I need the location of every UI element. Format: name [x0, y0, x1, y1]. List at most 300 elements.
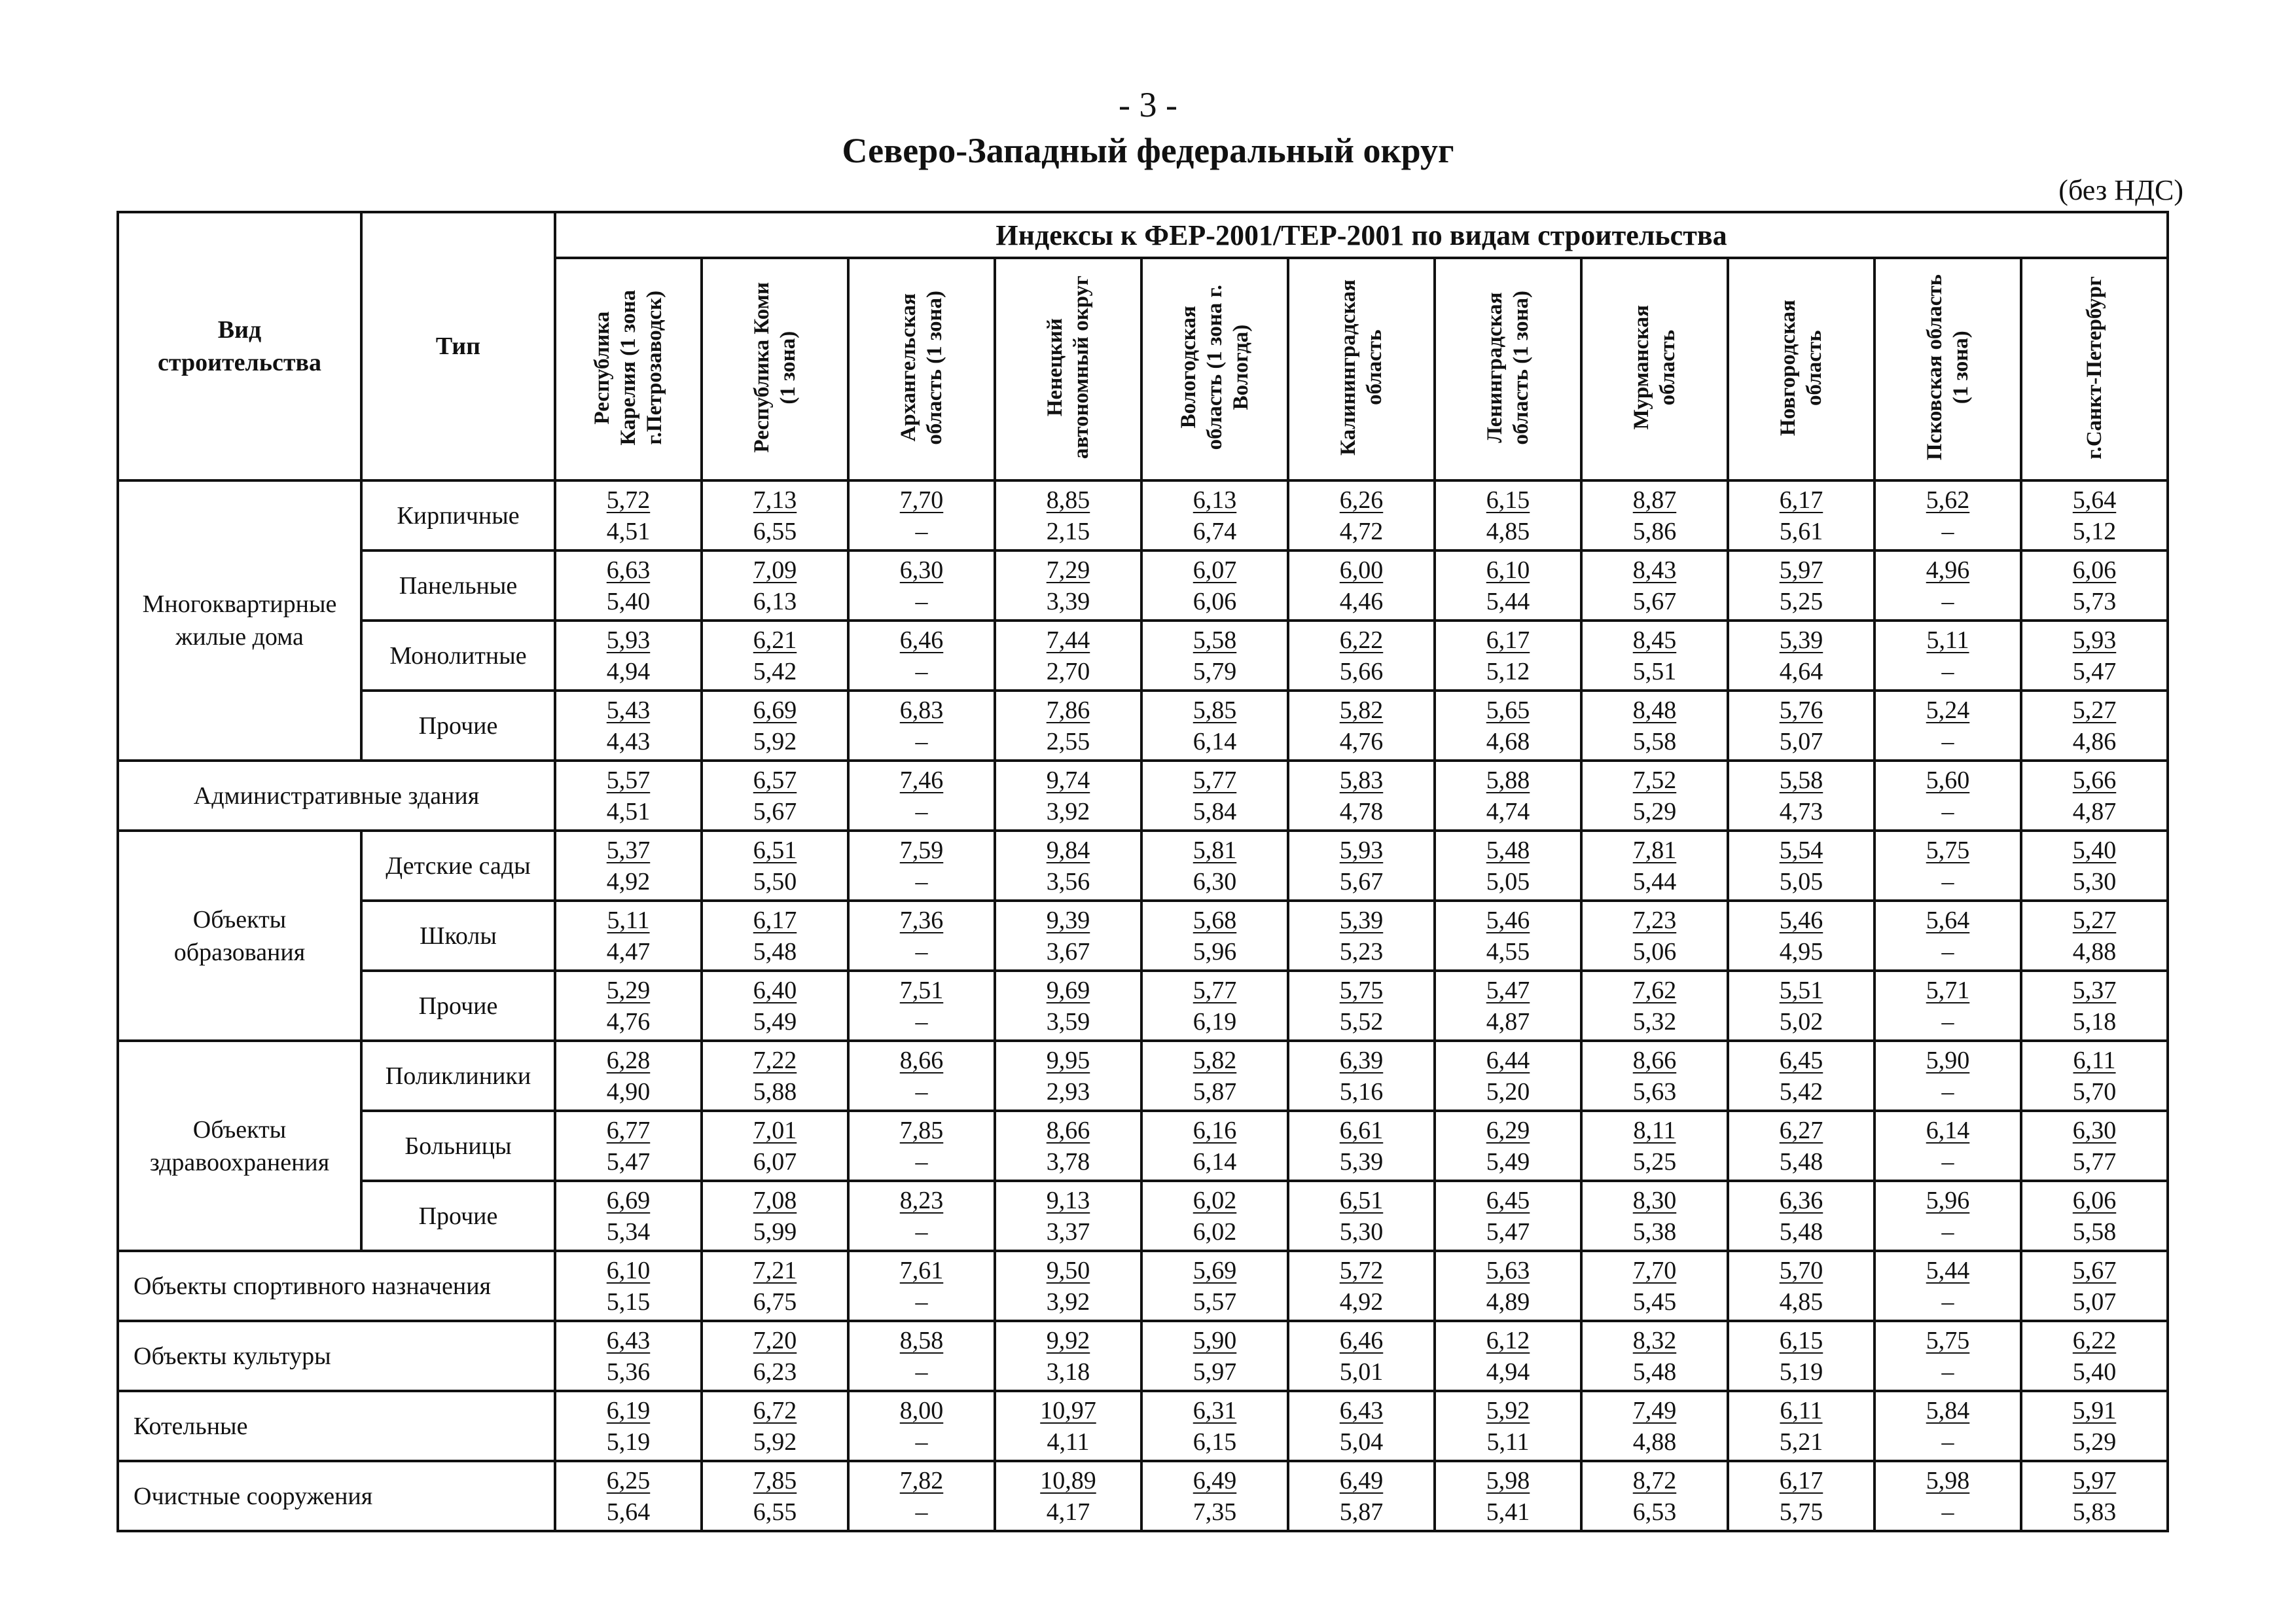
- index-value-top: 9,84: [1046, 836, 1090, 864]
- table-row: [118, 1111, 2168, 1181]
- index-value-bottom: –: [915, 1358, 928, 1386]
- table-row: [118, 621, 2168, 691]
- index-cell: [848, 1321, 995, 1391]
- index-value-top: 7,86: [1046, 696, 1090, 724]
- type-cell: Прочие: [361, 971, 555, 1041]
- index-value-bottom: 4,88: [2072, 937, 2117, 965]
- index-value-top: 5,98: [1486, 1466, 1530, 1494]
- index-value-top: 6,43: [1339, 1396, 1384, 1424]
- index-value-top: 5,46: [1486, 906, 1530, 934]
- index-value-top: 6,30: [899, 556, 944, 584]
- index-value-bottom: 2,15: [1046, 517, 1090, 545]
- index-cell: [555, 1391, 702, 1461]
- index-value-bottom: 6,19: [1193, 1007, 1237, 1036]
- index-cell: [848, 1111, 995, 1181]
- index-value-top: 5,37: [606, 836, 651, 864]
- index-value-top: 5,27: [2072, 696, 2117, 724]
- index-value-top: 6,26: [1339, 486, 1384, 514]
- index-value-top: 6,49: [1339, 1466, 1384, 1494]
- index-cell: [555, 1111, 702, 1181]
- index-value-top: 5,75: [1926, 1326, 1970, 1354]
- index-cell: [1581, 831, 1728, 901]
- index-cell: [555, 1321, 702, 1391]
- index-value-top: 6,12: [1486, 1326, 1530, 1354]
- index-value-top: 5,63: [1486, 1256, 1530, 1284]
- index-value-bottom: 4,89: [1486, 1288, 1530, 1316]
- index-cell: [1874, 1321, 2021, 1391]
- index-cell: [1581, 1041, 1728, 1111]
- index-value-bottom: 6,75: [753, 1288, 797, 1316]
- index-cell: [995, 831, 1141, 901]
- index-value-bottom: 5,70: [2072, 1077, 2117, 1106]
- index-value-bottom: –: [1941, 727, 1954, 755]
- index-value-bottom: 3,78: [1046, 1147, 1090, 1176]
- type-cell: Кирпичные: [361, 480, 555, 550]
- index-cell: [1435, 1041, 1581, 1111]
- index-value-bottom: 3,56: [1046, 867, 1090, 895]
- index-value-bottom: 6,55: [753, 1498, 797, 1526]
- index-value-bottom: 4,92: [1339, 1288, 1384, 1316]
- index-cell: [1141, 1321, 1288, 1391]
- index-cell: [848, 1251, 995, 1321]
- region-label: Ненецкий автономный округ: [1043, 276, 1093, 460]
- index-value-top: 6,63: [606, 556, 651, 584]
- vat-note: (без НДС): [2058, 174, 2183, 206]
- index-value-bottom: 5,77: [2072, 1147, 2117, 1176]
- index-value-bottom: –: [915, 727, 928, 755]
- index-value-top: 5,90: [1193, 1326, 1237, 1354]
- index-value-top: 6,46: [899, 626, 944, 654]
- index-value-top: 5,39: [1779, 626, 1823, 654]
- index-value-top: 7,85: [753, 1466, 797, 1494]
- index-cell: [1141, 1251, 1288, 1321]
- index-value-top: 8,11: [1633, 1116, 1676, 1144]
- index-cell: [2021, 691, 2168, 761]
- index-value-bottom: 5,52: [1339, 1007, 1384, 1036]
- region-label: Вологодская область (1 зона г. Вологда): [1177, 285, 1253, 450]
- index-value-top: 5,51: [1779, 976, 1823, 1004]
- index-value-bottom: 3,67: [1046, 937, 1090, 965]
- index-value-bottom: –: [1941, 1288, 1954, 1316]
- index-cell: [995, 1041, 1141, 1111]
- index-value-top: 6,00: [1339, 556, 1384, 584]
- index-value-bottom: 4,46: [1339, 587, 1384, 615]
- index-value-top: 8,30: [1632, 1186, 1677, 1214]
- index-value-bottom: 5,75: [1779, 1498, 1823, 1526]
- index-value-bottom: 5,58: [2072, 1218, 2117, 1246]
- index-value-top: 9,92: [1046, 1326, 1090, 1354]
- index-value-top: 6,51: [1339, 1186, 1384, 1214]
- index-value-bottom: –: [915, 1288, 928, 1316]
- index-cell: [848, 761, 995, 831]
- index-value-top: 7,85: [899, 1116, 944, 1144]
- index-value-bottom: 5,84: [1193, 797, 1237, 825]
- index-cell: [555, 1041, 702, 1111]
- index-value-top: 7,82: [899, 1466, 944, 1494]
- index-value-top: 7,21: [753, 1256, 797, 1284]
- index-cell: [1728, 1461, 1874, 1531]
- index-value-bottom: 5,44: [1486, 587, 1530, 615]
- index-value-bottom: 5,92: [753, 727, 797, 755]
- index-cell: [1141, 971, 1288, 1041]
- index-cell: [1288, 550, 1435, 621]
- index-cell: [555, 621, 702, 691]
- index-cell: [1728, 1181, 1874, 1251]
- index-cell: [1141, 761, 1288, 831]
- index-cell: [1874, 1391, 2021, 1461]
- index-value-top: 5,85: [1193, 696, 1237, 724]
- index-value-top: 5,72: [1339, 1256, 1384, 1284]
- index-value-top: 5,65: [1486, 696, 1530, 724]
- table-row: [118, 480, 2168, 550]
- index-cell: [848, 1391, 995, 1461]
- index-value-bottom: 5,48: [1779, 1147, 1823, 1176]
- index-cell: [1141, 1461, 1288, 1531]
- index-value-top: 6,07: [1193, 556, 1237, 584]
- index-value-bottom: 4,47: [606, 937, 651, 965]
- index-value-top: 5,39: [1339, 906, 1384, 934]
- region-label: Архангельская область (1 зона): [897, 290, 946, 445]
- index-value-bottom: 5,47: [2072, 657, 2117, 685]
- index-value-top: 5,62: [1926, 486, 1970, 514]
- index-cell: [1728, 480, 1874, 550]
- index-value-top: 5,75: [1926, 836, 1970, 864]
- index-cell: [2021, 1041, 2168, 1111]
- index-cell: [1435, 480, 1581, 550]
- index-value-bottom: 5,63: [1632, 1077, 1677, 1106]
- index-cell: [1728, 550, 1874, 621]
- index-cell: [1435, 1111, 1581, 1181]
- index-cell: [555, 971, 702, 1041]
- index-value-bottom: 4,51: [606, 797, 651, 825]
- index-value-bottom: 5,25: [1779, 587, 1823, 615]
- index-value-top: 7,29: [1046, 556, 1090, 584]
- index-value-bottom: 5,49: [1486, 1147, 1530, 1176]
- index-cell: [1288, 1461, 1435, 1531]
- index-value-bottom: 4,88: [1632, 1428, 1677, 1456]
- index-cell: [555, 480, 702, 550]
- index-value-bottom: –: [915, 1428, 928, 1456]
- index-cell: [555, 1181, 702, 1251]
- header-region: [555, 258, 702, 480]
- index-value-bottom: 5,40: [606, 587, 651, 615]
- index-cell: [1435, 971, 1581, 1041]
- index-value-bottom: 6,23: [753, 1358, 797, 1386]
- index-value-top: 5,24: [1926, 696, 1970, 724]
- index-cell: [1288, 691, 1435, 761]
- index-value-bottom: 5,32: [1632, 1007, 1677, 1036]
- index-cell: [702, 1111, 848, 1181]
- index-value-top: 7,59: [899, 836, 944, 864]
- index-cell: [702, 1251, 848, 1321]
- index-value-bottom: 5,83: [2072, 1498, 2117, 1526]
- index-value-top: 6,69: [606, 1186, 651, 1214]
- index-value-bottom: 4,87: [2072, 797, 2117, 825]
- index-value-top: 5,88: [1486, 766, 1530, 794]
- index-cell: [1728, 1251, 1874, 1321]
- index-value-top: 6,15: [1486, 486, 1530, 514]
- index-value-top: 5,91: [2072, 1396, 2117, 1424]
- index-value-top: 5,71: [1926, 976, 1970, 1004]
- index-value-top: 6,49: [1193, 1466, 1237, 1494]
- index-cell: [1141, 831, 1288, 901]
- index-cell: [1874, 1181, 2021, 1251]
- index-cell: [702, 550, 848, 621]
- index-value-top: 5,82: [1339, 696, 1384, 724]
- index-cell: [995, 621, 1141, 691]
- index-value-top: 6,17: [1779, 1466, 1823, 1494]
- index-value-top: 5,27: [2072, 906, 2117, 934]
- page-number: - 3 -: [1119, 85, 1177, 124]
- index-value-bottom: 5,67: [1632, 587, 1677, 615]
- index-table: [117, 211, 2169, 1532]
- index-value-top: 5,83: [1339, 766, 1384, 794]
- index-cell: [2021, 1181, 2168, 1251]
- index-cell: [1728, 1321, 1874, 1391]
- header-region: [1141, 258, 1288, 480]
- table-row: [118, 971, 2168, 1041]
- index-value-top: 6,30: [2072, 1116, 2117, 1144]
- index-cell: [1581, 1321, 1728, 1391]
- index-value-bottom: 5,79: [1193, 657, 1237, 685]
- index-cell: [702, 761, 848, 831]
- index-cell: [1581, 971, 1728, 1041]
- index-value-bottom: 5,05: [1779, 867, 1823, 895]
- index-value-bottom: 5,87: [1193, 1077, 1237, 1106]
- index-value-bottom: 5,67: [753, 797, 797, 825]
- index-value-bottom: 4,92: [606, 867, 651, 895]
- table-row: [118, 901, 2168, 971]
- type-cell: Поликлиники: [361, 1041, 555, 1111]
- index-cell: [848, 901, 995, 971]
- page-title: Северо-Западный федеральный округ: [842, 131, 1454, 170]
- index-cell: [1435, 761, 1581, 831]
- index-cell: [1728, 761, 1874, 831]
- index-cell: [2021, 1461, 2168, 1531]
- index-cell: [995, 691, 1141, 761]
- index-cell: [1435, 901, 1581, 971]
- index-value-bottom: 5,23: [1339, 937, 1384, 965]
- index-cell: [848, 621, 995, 691]
- index-value-top: 5,90: [1926, 1046, 1970, 1074]
- index-cell: [1874, 480, 2021, 550]
- index-cell: [1141, 480, 1288, 550]
- index-value-top: 6,21: [753, 626, 797, 654]
- type-cell: Прочие: [361, 1181, 555, 1251]
- index-cell: [702, 1321, 848, 1391]
- index-value-bottom: 3,92: [1046, 1288, 1090, 1316]
- type-cell: Больницы: [361, 1111, 555, 1181]
- index-value-top: 6,25: [606, 1466, 651, 1494]
- index-cell: [848, 480, 995, 550]
- index-cell: [1874, 621, 2021, 691]
- header-region: [1874, 258, 2021, 480]
- index-value-bottom: –: [915, 587, 928, 615]
- index-value-bottom: 5,18: [2072, 1007, 2117, 1036]
- index-value-bottom: 5,05: [1486, 867, 1530, 895]
- index-value-top: 7,01: [753, 1116, 797, 1144]
- index-value-top: 5,58: [1779, 766, 1823, 794]
- index-value-bottom: 5,40: [2072, 1358, 2117, 1386]
- index-cell: [1728, 1041, 1874, 1111]
- index-value-bottom: –: [1941, 937, 1954, 965]
- index-cell: [1581, 621, 1728, 691]
- index-cell: [995, 1181, 1141, 1251]
- index-value-top: 6,22: [2072, 1326, 2117, 1354]
- index-value-top: 6,13: [1193, 486, 1237, 514]
- region-label: Республика Коми (1 зона): [750, 282, 800, 453]
- index-value-top: 9,50: [1046, 1256, 1090, 1284]
- index-value-bottom: 4,76: [606, 1007, 651, 1036]
- index-value-bottom: –: [915, 657, 928, 685]
- index-value-top: 5,70: [1779, 1256, 1823, 1284]
- index-value-bottom: 5,67: [1339, 867, 1384, 895]
- index-cell: [995, 480, 1141, 550]
- index-value-top: 6,72: [753, 1396, 797, 1424]
- index-cell: [1288, 1111, 1435, 1181]
- index-value-bottom: –: [915, 1007, 928, 1036]
- index-value-bottom: 5,57: [1193, 1288, 1237, 1316]
- index-value-bottom: 2,55: [1046, 727, 1090, 755]
- index-value-top: 7,22: [753, 1046, 797, 1074]
- index-value-bottom: 3,39: [1046, 587, 1090, 615]
- index-value-bottom: 5,45: [1632, 1288, 1677, 1316]
- index-value-top: 8,00: [899, 1396, 944, 1424]
- index-value-top: 8,48: [1632, 696, 1677, 724]
- index-value-top: 6,45: [1779, 1046, 1823, 1074]
- index-cell: [1581, 1251, 1728, 1321]
- index-value-bottom: 5,29: [2072, 1428, 2117, 1456]
- index-value-top: 5,97: [2072, 1466, 2117, 1494]
- region-label: г.Санкт-Петербург: [2083, 276, 2107, 460]
- index-value-top: 5,66: [2072, 766, 2117, 794]
- index-cell: [2021, 1391, 2168, 1461]
- index-cell: [2021, 901, 2168, 971]
- index-value-top: 5,43: [606, 696, 651, 724]
- table-row: [118, 1251, 2168, 1321]
- index-value-bottom: 5,30: [1339, 1218, 1384, 1246]
- index-value-top: 6,36: [1779, 1186, 1823, 1214]
- index-cell: [995, 901, 1141, 971]
- index-value-top: 5,98: [1926, 1466, 1970, 1494]
- index-value-top: 7,51: [899, 976, 944, 1004]
- type-cell: Школы: [361, 901, 555, 971]
- index-value-bottom: 2,93: [1046, 1077, 1090, 1106]
- index-cell: [1874, 971, 2021, 1041]
- table-row: [118, 831, 2168, 901]
- index-cell: [1581, 480, 1728, 550]
- index-cell: [1874, 831, 2021, 901]
- index-value-bottom: 5,66: [1339, 657, 1384, 685]
- index-cell: [1288, 621, 1435, 691]
- index-value-top: 7,44: [1046, 626, 1090, 654]
- index-value-bottom: 6,55: [753, 517, 797, 545]
- index-value-bottom: 4,85: [1779, 1288, 1823, 1316]
- index-value-bottom: 4,64: [1779, 657, 1823, 685]
- index-value-bottom: 4,78: [1339, 797, 1384, 825]
- index-cell: [1288, 901, 1435, 971]
- index-value-bottom: 3,59: [1046, 1007, 1090, 1036]
- index-value-bottom: 5,12: [1486, 657, 1530, 685]
- index-value-top: 7,61: [899, 1256, 944, 1284]
- index-value-top: 5,58: [1193, 626, 1237, 654]
- index-cell: [1581, 1391, 1728, 1461]
- index-value-top: 9,39: [1046, 906, 1090, 934]
- index-cell: [995, 1391, 1141, 1461]
- index-cell: [1581, 1461, 1728, 1531]
- index-value-top: 9,69: [1046, 976, 1090, 1004]
- index-cell: [1874, 550, 2021, 621]
- index-cell: [1141, 550, 1288, 621]
- index-value-bottom: 5,01: [1339, 1358, 1384, 1386]
- index-value-bottom: 5,49: [753, 1007, 797, 1036]
- index-value-bottom: 4,55: [1486, 937, 1530, 965]
- index-cell: [702, 831, 848, 901]
- index-cell: [555, 1251, 702, 1321]
- index-value-bottom: –: [915, 867, 928, 895]
- index-value-bottom: 4,51: [606, 517, 651, 545]
- category-cell: Многоквартирные жилые дома: [118, 480, 361, 761]
- index-value-top: 6,17: [1779, 486, 1823, 514]
- index-cell: [555, 550, 702, 621]
- index-value-bottom: 5,19: [1779, 1358, 1823, 1386]
- index-value-top: 6,10: [1486, 556, 1530, 584]
- index-value-top: 7,70: [899, 486, 944, 514]
- index-value-bottom: 5,21: [1779, 1428, 1823, 1456]
- index-value-top: 7,23: [1632, 906, 1677, 934]
- header-type: Тип: [361, 212, 555, 480]
- index-value-bottom: –: [915, 1147, 928, 1176]
- index-value-top: 7,13: [753, 486, 797, 514]
- index-value-top: 5,76: [1779, 696, 1823, 724]
- index-cell: [702, 691, 848, 761]
- index-value-bottom: 5,44: [1632, 867, 1677, 895]
- index-value-bottom: 6,14: [1193, 1147, 1237, 1176]
- index-cell: [2021, 1111, 2168, 1181]
- index-value-top: 6,57: [753, 766, 797, 794]
- index-cell: [2021, 1321, 2168, 1391]
- type-cell: Панельные: [361, 550, 555, 621]
- index-value-top: 5,77: [1193, 766, 1237, 794]
- index-value-top: 5,81: [1193, 836, 1237, 864]
- index-cell: [848, 1181, 995, 1251]
- index-cell: [1288, 480, 1435, 550]
- index-value-top: 8,66: [899, 1046, 944, 1074]
- index-value-top: 6,31: [1193, 1396, 1237, 1424]
- index-cell: [2021, 480, 2168, 550]
- index-value-top: 5,60: [1926, 766, 1970, 794]
- index-cell: [702, 480, 848, 550]
- index-value-bottom: –: [915, 517, 928, 545]
- index-value-top: 5,29: [606, 976, 651, 1004]
- index-value-bottom: 5,86: [1632, 517, 1677, 545]
- category-cell: Очистные сооружения: [118, 1461, 555, 1531]
- index-value-bottom: –: [915, 1077, 928, 1106]
- index-value-bottom: 5,51: [1632, 657, 1677, 685]
- index-value-top: 6,77: [606, 1116, 651, 1144]
- index-value-top: 6,83: [899, 696, 944, 724]
- index-cell: [1435, 1391, 1581, 1461]
- index-value-top: 5,44: [1926, 1256, 1970, 1284]
- index-value-top: 5,47: [1486, 976, 1530, 1004]
- index-value-top: 5,82: [1193, 1046, 1237, 1074]
- index-value-top: 6,14: [1926, 1116, 1970, 1144]
- index-cell: [995, 761, 1141, 831]
- header-region: [2021, 258, 2168, 480]
- index-value-bottom: 5,19: [606, 1428, 651, 1456]
- index-value-bottom: 3,92: [1046, 797, 1090, 825]
- index-cell: [1288, 831, 1435, 901]
